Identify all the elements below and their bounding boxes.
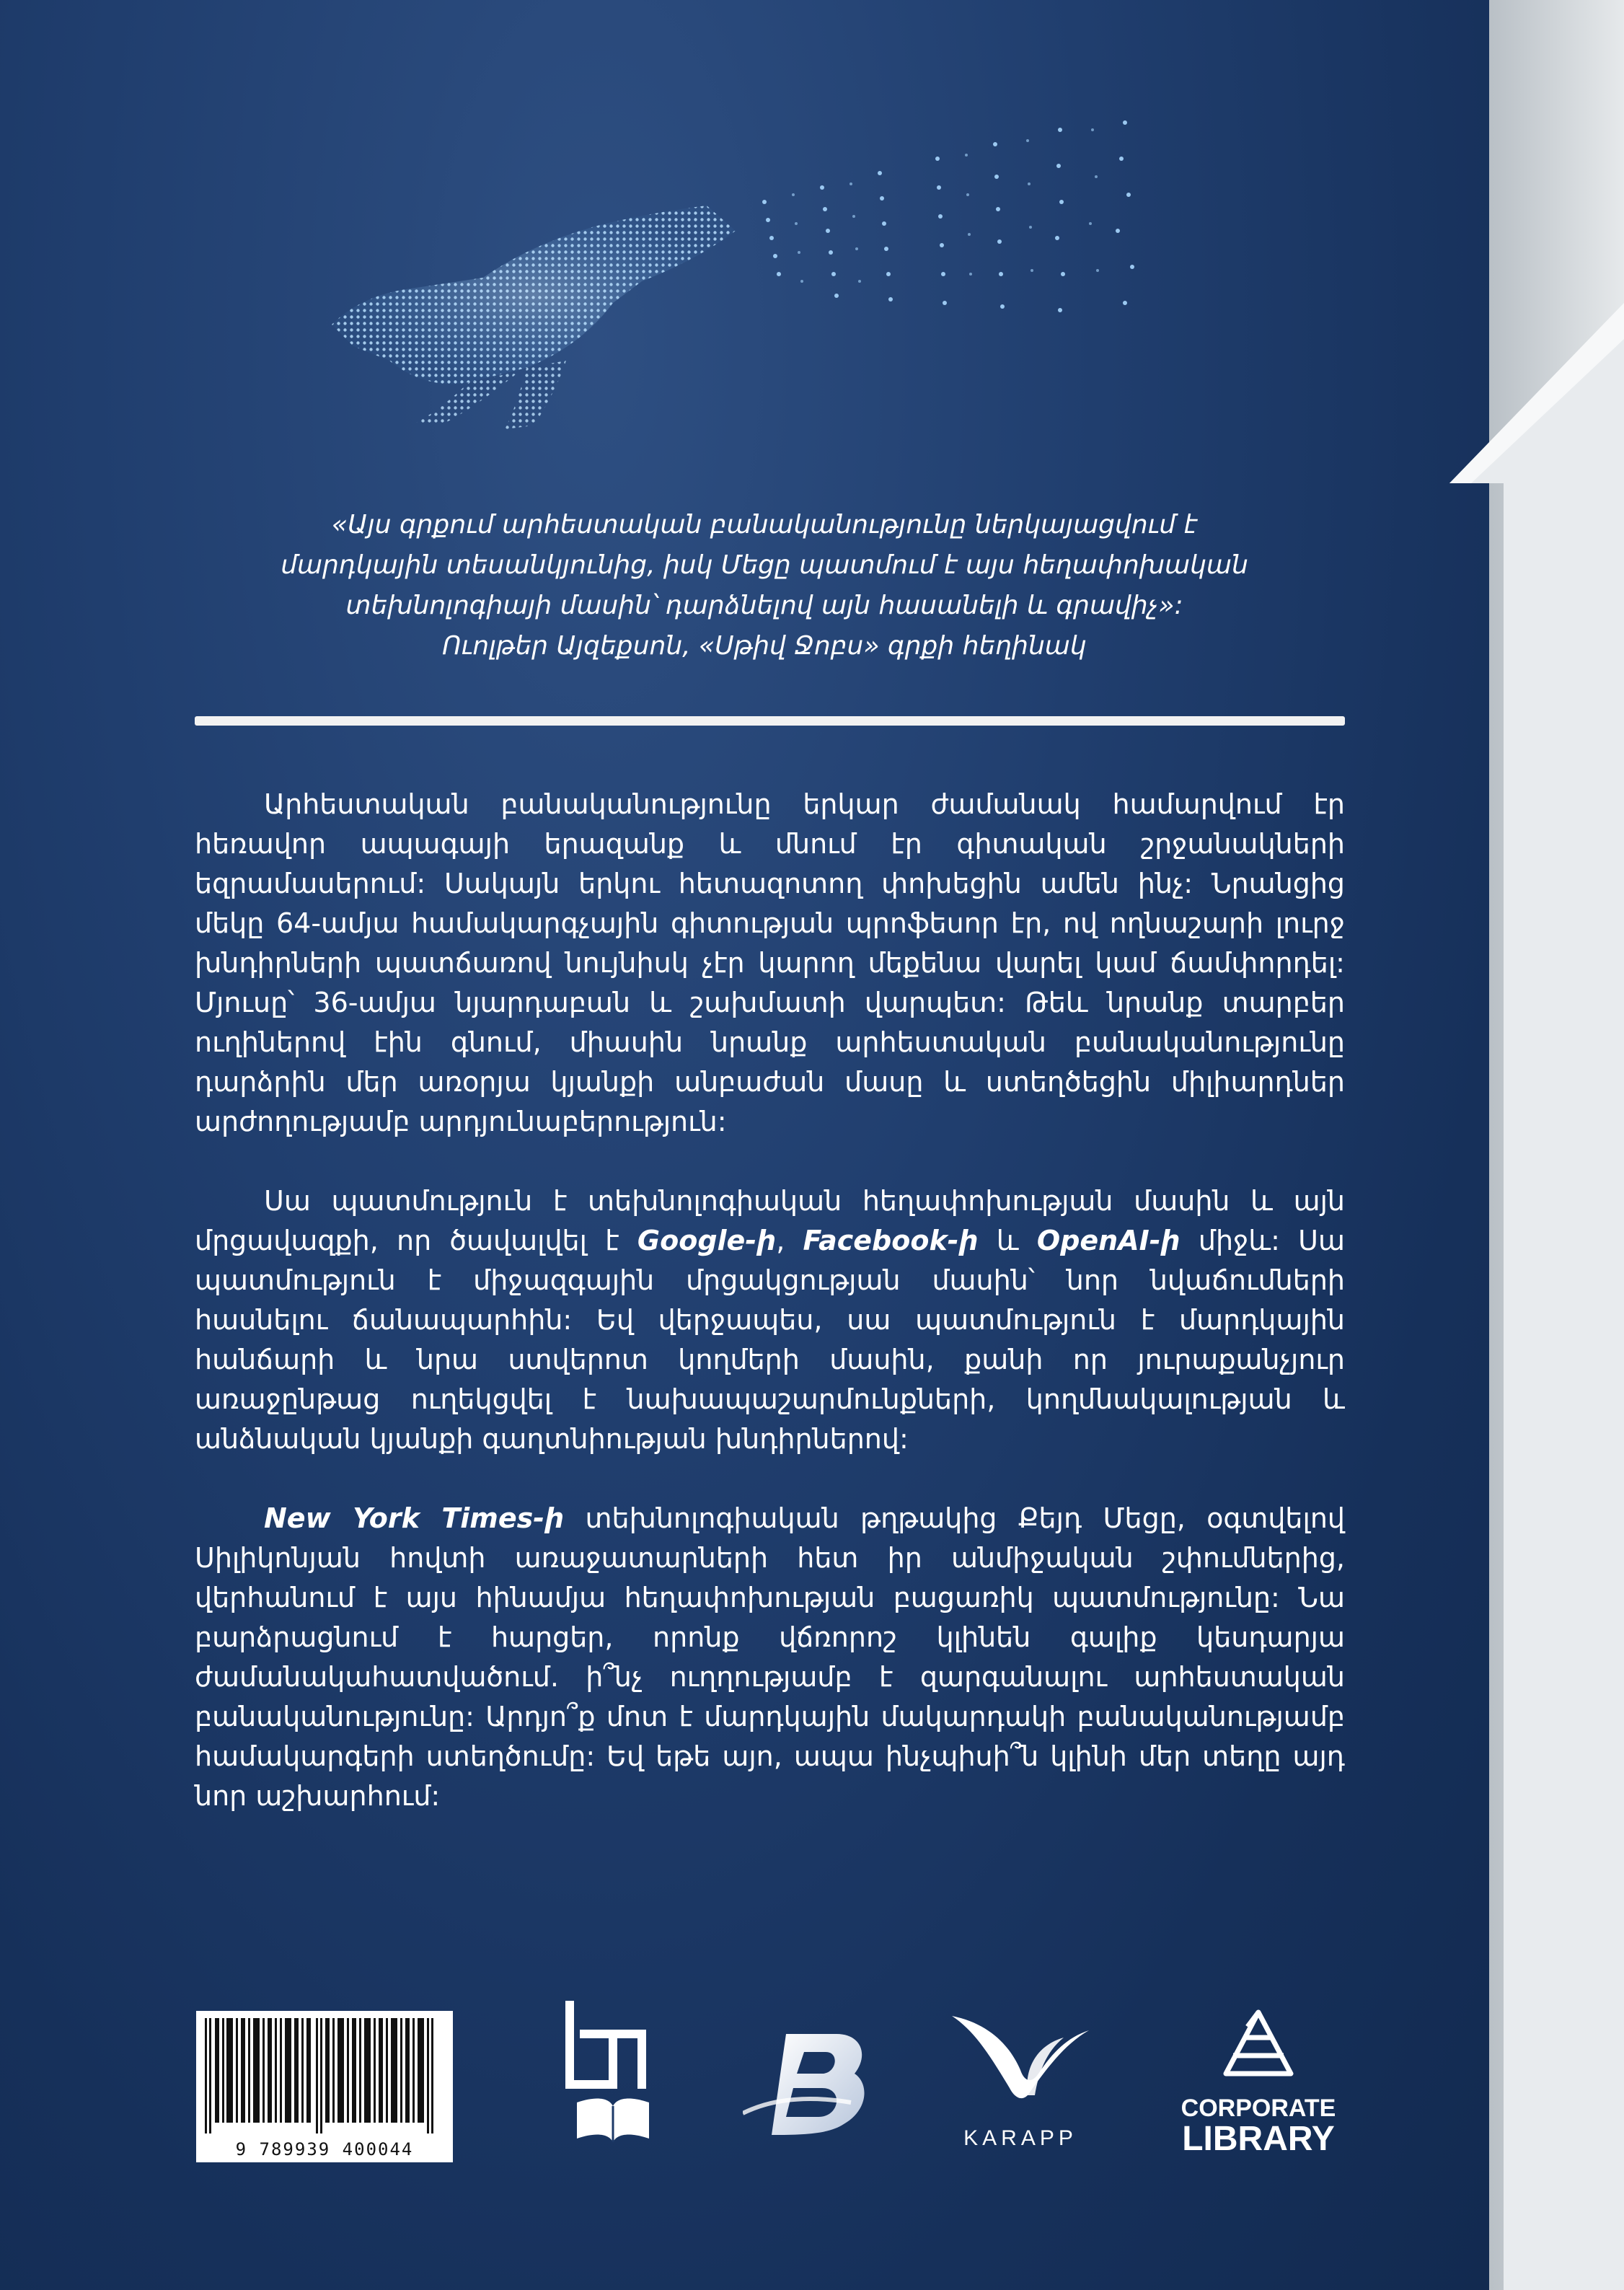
paragraph-1: Արհեստական բանականությունը երկար ժամանակ համարվում էր հեռավոր ապագայի երազանք և մնում էր գիտական շրջանակների եզրամասերում: Սակայն երկու հետազոտող փոխեցին ամեն ինչ: Նրանցից մեկը 64-ամյա համակարգչային գիտության պրոֆեսոր էր, ով ողնաշարի լուրջ խնդիրների պատճառով նույնիսկ չէր կարող մեքենա վարել կամ ճամփորդել: Մյուսը՝ 36-ամյա նյարդաբան և շախմատի վարպետ: Թեև նրանք տարբեր ուղիներով էին գնում, միասին նրանք արհեստական բանականությունը դարձրին մեր առօրյա կյանքի անբաժան մասը և ստեղծեցին միլիարդներ արժողությամբ արդյունաբերություն: [195, 788, 1345, 1137]
quote-attribution: Ուոլթեր Այզեքսոն, «Սթիվ Ջոբս» գրքի հեղինակ [442, 631, 1087, 661]
brand-nyt: New York Times-ի [264, 1502, 565, 1534]
paragraph-3-text: տեխնոլոգիական թղթակից Քեյդ Մեցը, օգտվելով Սիլիկոնյան հովտի առաջատարների հետ իր անմիջական շփումներից, վերհանում է այս հինամյա հեղափոխության բացառիկ պատմությունը: Նա բարձրացնում է հարցեր, որոնք վճռորոշ կլինեն գալիք կեսդարյա ժամանակահատվածում. ի՞նչ ուղղությամբ է զարգանալու արհեստական բանականությունը: Արդյո՞ք մոտ է մարդկային մակարդակի բանականությամբ համակարգերի ստեղծումը: Եվ եթե այո, ապա ինչպիսի՞ն կլինի մեր տեղը այդ նոր աշխարհում: [195, 1502, 1345, 1812]
publisher-logo-b-icon [743, 2027, 873, 2142]
corporate-library-books-icon [1204, 2005, 1312, 2084]
quote-line: մարդկային տեսանկյունից, իսկ Մեցը պատմում է այս հեղափոխական [281, 550, 1248, 580]
paragraph-2 [195, 1181, 1345, 1459]
karapp-logo-text: KARAPP [963, 2126, 1077, 2150]
paragraph-2-and: և [978, 1225, 1037, 1256]
paragraph-2-text-end: միջև: Սա պատմություն է միջազգային մրցակցության մասին՝ նոր նվաճումների հասնելու ճանապարհին: Եվ վերջապես, սա պատմություն է մարդկային հանճարի և նրա ստվերոտ կողմերի մասին, քանի որ յուրաքանչյուր առաջընթաց ուղեկցվել է նախապաշարմունքների, կողմնակալության և անձնական կյանքի գաղտնիության խնդիրներով: [195, 1225, 1345, 1455]
paragraph-3 [195, 1499, 1345, 1816]
corporate-logo-line1: CORPORATE [1181, 2095, 1336, 2122]
isbn-number: 9 789939 400044 [235, 2139, 414, 2159]
isbn-barcode [196, 2011, 453, 2162]
digital-hand-illustration [303, 87, 1212, 433]
divider-line [195, 716, 1345, 726]
paragraph-2-comma: , [776, 1225, 803, 1256]
quote-line: «Այս գրքում արհեստական բանականությունը ներկայացվում է [331, 510, 1198, 540]
page-edge [1489, 0, 1624, 2290]
corporate-logo-line2: LIBRARY [1182, 2120, 1335, 2158]
brand-facebook: Facebook-ի [803, 1225, 979, 1256]
blurb-text [195, 785, 1345, 1856]
brand-openai: OpenAI-ի [1036, 1225, 1181, 1256]
karapp-swan-icon [945, 2001, 1096, 2117]
endorsement-quote [216, 505, 1312, 666]
publisher-logo-book-icon [555, 1998, 671, 2149]
brand-google: Google-ի [637, 1225, 777, 1256]
barcode-bars [202, 2018, 447, 2133]
paragraph-2-text: Սա պատմություն է տեխնոլոգիական հեղափոխության մասին և այն մրցավազքի, որ ծավալվել է [195, 1185, 1345, 1256]
quote-line: տեխնոլոգիայի մասին՝ դարձնելով այն հասանելի և գրավիչ»: [345, 591, 1183, 620]
